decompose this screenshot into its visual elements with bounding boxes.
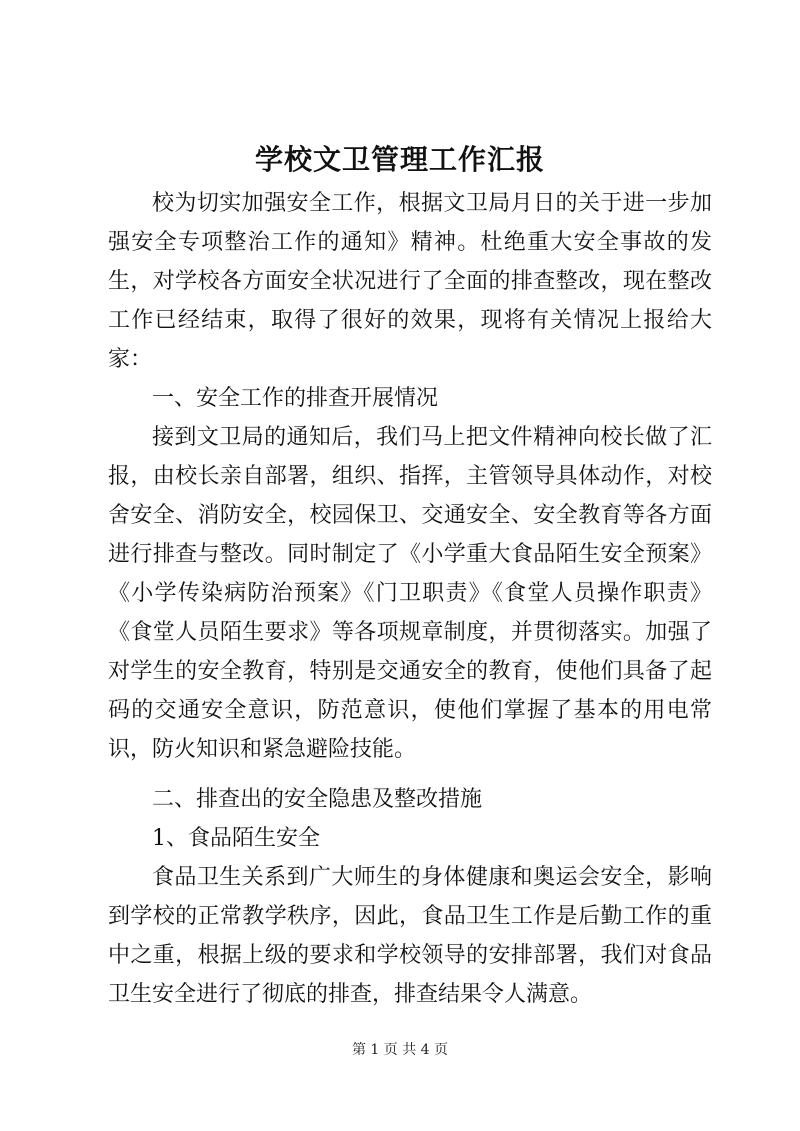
document-body: [108, 184, 712, 1014]
page-footer: 第 1 页 共 4 页: [351, 1042, 449, 1058]
section-heading-1: 一、安全工作的排查开展情况: [152, 386, 439, 411]
section-heading-2: 二、排查出的安全隐患及整改措施: [152, 787, 483, 812]
paragraph-food-safety: 食品卫生关系到广大师生的身体健康和奥运会安全，影响到学校的正常教学秩序，因此，食品卫生工作是后勤工作的重中之重，根据上级的要求和学校领导的安排部署，我们对食品卫生安全进行了彻底的排查，排查结果令人满意。: [108, 865, 712, 1007]
document-title: 学校文卫管理工作汇报: [254, 143, 545, 176]
subsection-heading-1: 1、食品陌生安全: [152, 826, 320, 851]
paragraph-section-1: 接到文卫局的通知后，我们马上把文件精神向校长做了汇报，由校长亲自部署，组织、指挥，主管领导具体动作，对校舍安全、消防安全，校园保卫、交通安全、安全教育等各方面进行排查与整改。同时制定了《小学重大食品陌生安全预案》《小学传染病防治预案》《门卫职责》《食堂人员操作职责》《食堂人员陌生要求》等各项规章制度，并贯彻落实。加强了对学生的安全教育，特别是交通安全的教育，使他们具备了起码的交通安全意识，防范意识，使他们掌握了基本的用电常识，防火知识和紧急避险技能。: [108, 425, 712, 762]
paragraph-intro: 校为切实加强安全工作，根据文卫局月日的关于进一步加强安全专项整治工作的通知》精神。杜绝重大安全事故的发生，对学校各方面安全状况进行了全面的排查整改，现在整改工作已经结束，取得了很好的效果，现将有关情况上报给大家：: [108, 191, 712, 372]
